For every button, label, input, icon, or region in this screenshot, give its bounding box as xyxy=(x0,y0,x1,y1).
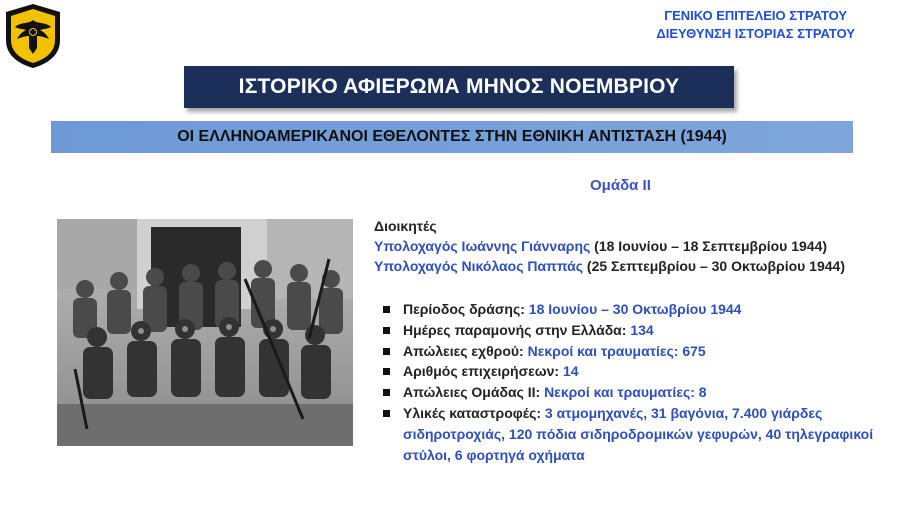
commander-1-name: Υπολοχαγός Ιωάννης Γιάνναρης xyxy=(374,238,591,254)
list-item xyxy=(383,299,893,320)
fact-key: Περίοδος δράσης: xyxy=(403,301,529,317)
army-eagle-emblem-icon xyxy=(2,2,64,70)
fact-value: 134 xyxy=(630,321,654,338)
page-subtitle: ΟΙ ΕΛΛΗΝΟΑΜΕΡΙΚΑΝΟΙ ΕΘΕΛΟΝΤΕΣ ΣΤΗΝ ΕΘΝΙΚΗ ΑΝΤΙΣΤΑΣΗ (1944) xyxy=(177,128,727,145)
fact-key: Απώλειες εχθρού: xyxy=(403,342,528,359)
list-item xyxy=(383,320,893,341)
title-banner xyxy=(184,66,734,108)
list-item xyxy=(383,341,893,362)
commander-2 xyxy=(374,256,845,276)
commander-2-name: Υπολοχαγός Νικόλαος Παππάς xyxy=(374,258,584,274)
commanders-section xyxy=(374,216,845,276)
fact-value: 3 ατμομηχανές, 31 βαγόνια, 7.400 γιάρδες σιδηροτροχιάς, 120 πόδια σιδηροδρομικών γεφυρών, 40 τηλεγραφικοί στύλοι, 6 φορτηγά οχήματα xyxy=(403,404,874,463)
fact-key: Αριθμός επιχειρήσεων: xyxy=(403,363,563,380)
fact-value: Νεκροί και τραυματίες: 8 xyxy=(544,384,707,401)
fact-key: Απώλειες Ομάδας ΙΙ: xyxy=(403,384,545,401)
fact-key: Ημέρες παραμονής στην Ελλάδα: xyxy=(403,321,631,338)
fact-value: 14 xyxy=(562,363,579,380)
group-of-soldiers-photo xyxy=(57,219,353,446)
org-line-2: ΔΙΕΥΘΥΝΣΗ ΙΣΤΟΡΙΑΣ ΣΤΡΑΤΟΥ xyxy=(656,26,855,41)
fact-key: Υλικές καταστροφές: xyxy=(403,404,545,421)
commander-1-dates: (18 Ιουνίου – 18 Σεπτεμβρίου 1944) xyxy=(590,238,828,254)
organization-header xyxy=(656,7,855,43)
commander-1 xyxy=(374,236,845,256)
facts-list xyxy=(383,299,893,465)
list-item xyxy=(383,403,893,465)
subtitle-bar xyxy=(51,121,853,153)
org-line-1: ΓΕΝΙΚΟ ΕΠΙΤΕΛΕΙΟ ΣΤΡΑΤΟΥ xyxy=(664,8,848,23)
list-item xyxy=(383,361,893,382)
fact-value: Νεκροί και τραυματίες: 675 xyxy=(527,342,706,359)
list-item xyxy=(383,382,893,403)
group-title: Ομάδα ΙΙ xyxy=(590,177,651,194)
fact-value: 18 Ιουνίου – 30 Οκτωβρίου 1944 xyxy=(528,301,742,317)
page-title: ΙΣΤΟΡΙΚΟ ΑΦΙΕΡΩΜΑ ΜΗΝΟΣ ΝΟΕΜΒΡΙΟΥ xyxy=(238,75,680,98)
commander-2-dates: (25 Σεπτεμβρίου – 30 Οκτωβρίου 1944) xyxy=(583,258,845,274)
commanders-label: Διοικητές xyxy=(374,218,437,234)
